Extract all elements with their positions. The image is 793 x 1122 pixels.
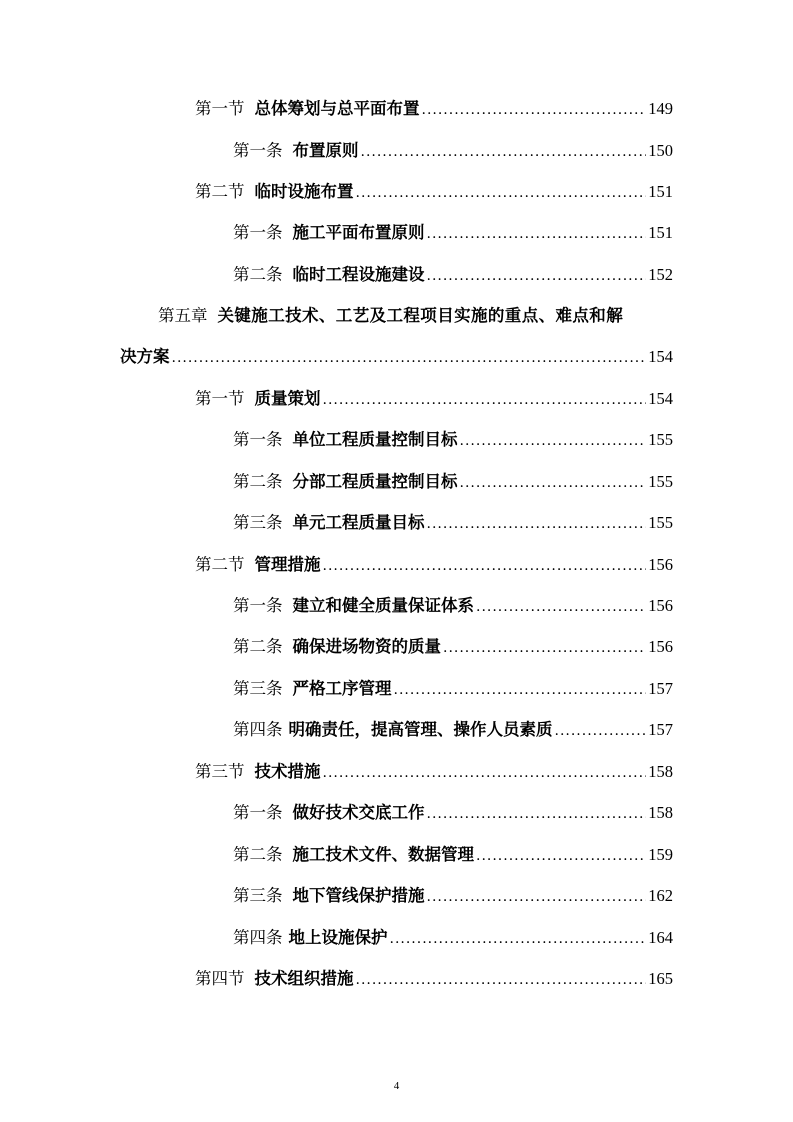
toc-entry-title: 总体筹划与总平面布置 [254,99,420,118]
toc-entry-page: 157 [648,720,673,739]
toc-dot-leader [460,472,647,494]
toc-entry[interactable] [195,388,673,411]
toc-entry-title: 单位工程质量控制目标 [292,430,458,449]
toc-entry-number: 第一条 [233,803,283,822]
toc-dot-leader [476,845,646,867]
toc-entry-title: 严格工序管理 [292,679,392,698]
toc-dot-leader [443,637,646,659]
toc-entry-title: 管理措施 [254,555,321,574]
toc-entry-page: 155 [648,513,673,532]
toc-entry-title: 关键施工技术、工艺及工程项目实施的重点、难点和解 [217,306,624,325]
toc-entry[interactable] [233,595,673,618]
toc-entry-title: 布置原则 [292,141,359,160]
toc-dot-leader [460,430,647,452]
toc-entry-page: 151 [648,223,673,242]
toc-dot-leader [427,513,647,535]
toc-entry-number: 第一节 [195,99,245,118]
toc-entry-title: 地下管线保护措施 [292,886,425,905]
toc-dot-leader [427,803,647,825]
toc-dot-leader [361,141,647,163]
toc-dot-leader [476,596,646,618]
toc-entry-number: 第五章 [158,306,208,325]
toc-dot-leader [172,347,647,369]
toc-dot-leader [422,99,647,121]
toc-entry[interactable] [233,140,673,163]
toc-entry-number: 第一节 [195,389,245,408]
toc-entry-page: 151 [648,182,673,201]
toc-entry-title: 技术组织措施 [254,969,354,988]
toc-entry-title: 临时设施布置 [254,182,354,201]
toc-entry-title: 建立和健全质量保证体系 [292,596,474,615]
toc-entry-page: 159 [648,845,673,864]
toc-entry-page: 154 [648,389,673,408]
toc-entry-number: 第一条 [233,430,283,449]
toc-entry-number: 第二条 [233,845,283,864]
toc-entry[interactable] [233,471,673,494]
toc-entry[interactable] [233,802,673,825]
toc-entry-page: 154 [648,347,673,366]
toc-entry-number: 第三条 [233,886,283,905]
toc-entry-title: 临时工程设施建设 [292,265,425,284]
toc-entry[interactable] [233,512,673,535]
toc-entry-number: 第三条 [233,679,283,698]
toc-entry-title: 决方案 [120,347,170,366]
toc-entry-title: 明确责任，提高管理、操作人员素质 [288,720,553,739]
toc-dot-leader [356,969,647,991]
toc-entry[interactable] [195,181,673,204]
toc-entry[interactable] [233,264,673,287]
toc-entry-number: 第一条 [233,596,283,615]
toc-entry-page: 162 [648,886,673,905]
toc-entry-number: 第二节 [195,555,245,574]
toc-entry-page: 149 [648,99,673,118]
toc-entry[interactable] [195,968,673,991]
toc-entry-title: 施工平面布置原则 [292,223,425,242]
toc-entry[interactable] [233,885,673,908]
toc-entry-title: 技术措施 [254,762,321,781]
toc-dot-leader [394,679,647,701]
toc-entry-number: 第二节 [195,182,245,201]
toc-entry-page: 158 [648,803,673,822]
toc-entry[interactable] [195,761,673,784]
toc-entry-title: 单元工程质量目标 [292,513,425,532]
toc-entry-title: 质量策划 [254,389,321,408]
toc-dot-leader [555,720,647,742]
toc-dot-leader [427,223,647,245]
toc-entry-number: 第三节 [195,762,245,781]
toc-entry-title: 施工技术文件、数据管理 [292,845,474,864]
toc-entry-page: 150 [648,141,673,160]
toc-entry-number: 第四条 [233,720,283,739]
toc-entry-page: 157 [648,679,673,698]
page-number-footer: 4 [393,1080,400,1092]
toc-dot-leader [356,182,647,204]
toc-entry[interactable] [233,636,673,659]
toc-dot-leader [323,389,647,411]
toc-entry[interactable] [233,719,673,742]
toc-entry[interactable] [233,429,673,452]
toc-entry[interactable] [233,222,673,245]
toc-entry-page: 152 [648,265,673,284]
toc-entry-page: 156 [648,637,673,656]
toc-entry-number: 第二条 [233,472,283,491]
toc-entry-page: 156 [648,596,673,615]
toc-entry-title: 地上设施保护 [288,928,388,947]
toc-entry-page: 156 [648,555,673,574]
toc-entry-number: 第四条 [233,928,283,947]
toc-entry-page: 158 [648,762,673,781]
toc-dot-leader [427,886,647,908]
toc-entry[interactable] [233,844,673,867]
toc-dot-leader [323,555,647,577]
toc-entry-number: 第一条 [233,223,283,242]
toc-dot-leader [390,928,647,950]
toc-entry-number: 第二条 [233,265,283,284]
toc-entry-page: 165 [648,969,673,988]
toc-entry[interactable] [233,678,673,701]
toc-entry[interactable] [233,927,673,950]
toc-entry[interactable] [195,98,673,121]
toc-entry-page: 155 [648,472,673,491]
toc-dot-leader [427,265,647,287]
toc-entry-title: 做好技术交底工作 [292,803,425,822]
toc-entry[interactable] [195,554,673,577]
toc-chapter-entry-continued[interactable] [120,346,673,369]
toc-dot-leader [323,762,647,784]
toc-entry-number: 第二条 [233,637,283,656]
toc-entry-title: 分部工程质量控制目标 [292,472,458,491]
toc-entry-page: 155 [648,430,673,449]
toc-chapter-entry[interactable] [158,305,673,327]
toc-entry-number: 第四节 [195,969,245,988]
toc-entry-title: 确保进场物资的质量 [292,637,441,656]
toc-entry-number: 第一条 [233,141,283,160]
toc-entry-page: 164 [648,928,673,947]
toc-entry-number: 第三条 [233,513,283,532]
